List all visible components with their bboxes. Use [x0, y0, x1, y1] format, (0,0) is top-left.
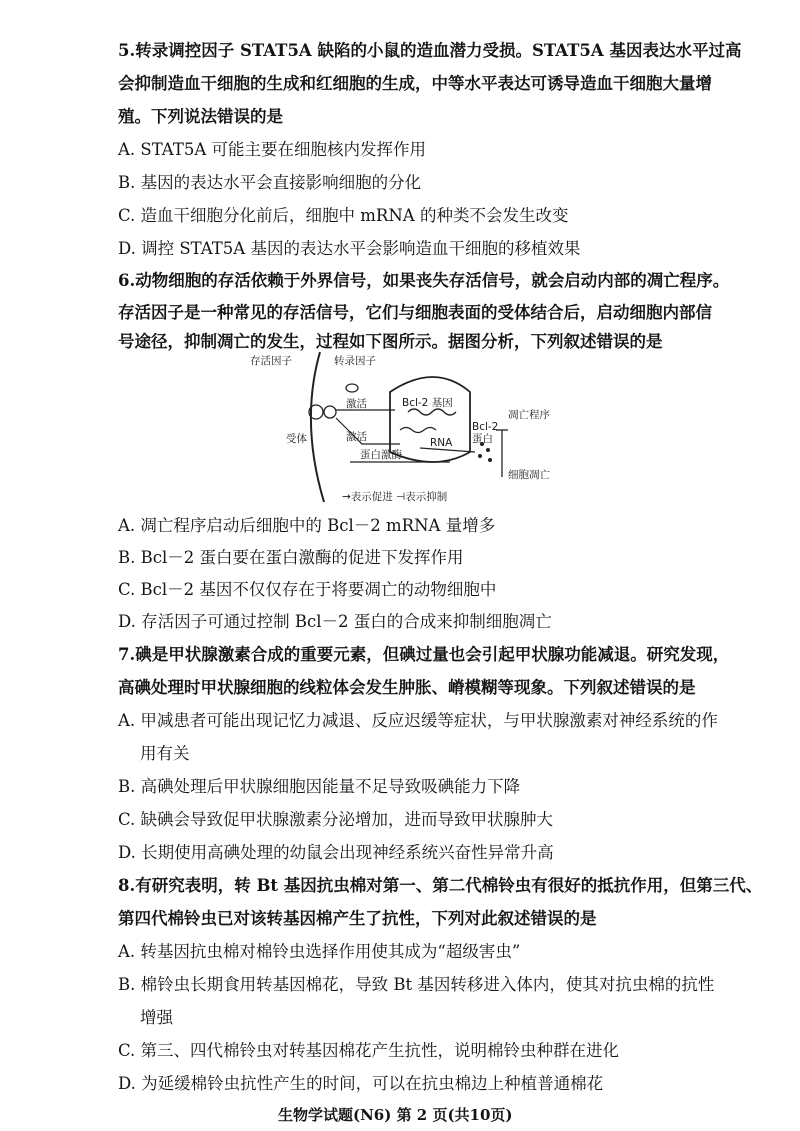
q7-option-b: B. 高碘处理后甲状腺细胞因能量不足导致吸碘能力下降 — [118, 777, 521, 796]
q7-stem-line-2: 高碘处理时甲状腺细胞的线粒体会发生肿胀、嵴模糊等现象。下列叙述错误的是 — [118, 678, 696, 697]
q5-option-b: B. 基因的表达水平会直接影响细胞的分化 — [118, 173, 422, 192]
q5-option-c: C. 造血干细胞分化前后，细胞中 mRNA 的种类不会发生改变 — [118, 206, 569, 225]
rna-strand — [400, 428, 436, 433]
q8-option-a: A. 转基因抗虫棉对棉铃虫选择作用使其成为“超级害虫” — [118, 942, 521, 961]
transcription-factor-molecule — [346, 384, 358, 392]
q5-stem-line-1: 5.转录调控因子 STAT5A 缺陷的小鼠的造血潜力受损。STAT5A 基因表达水平过高 — [118, 41, 742, 60]
label-activate-2: 激活 — [346, 431, 367, 443]
q6-stem-line-2: 存活因子是一种常见的存活信号，它们与细胞表面的受体结合后，启动细胞内部信 — [118, 303, 712, 322]
label-rna: RNA — [430, 437, 453, 449]
q8-stem-line-1: 8.有研究表明，转 Bt 基因抗虫棉对第一、第二代棉铃虫有很好的抵抗作用，但第三代、 — [118, 876, 763, 895]
label-protein-kinase: 蛋白激酶 — [360, 449, 402, 461]
q6-stem-line-1: 6.动物细胞的存活依赖于外界信号，如果丧失存活信号，就会启动内部的凋亡程序。 — [118, 271, 730, 290]
q5-option-d: D. 调控 STAT5A 基因的表达水平会影响造血干细胞的移植效果 — [118, 239, 581, 258]
cell-membrane — [311, 352, 324, 502]
label-activate-1: 激活 — [346, 398, 367, 410]
q6-option-b: B. Bcl－2 蛋白要在蛋白激酶的促进下发挥作用 — [118, 548, 464, 567]
q8-stem-line-2: 第四代棉铃虫已对该转基因棉产生了抗性，下列对此叙述错误的是 — [118, 909, 597, 928]
label-receptor: 受体 — [286, 433, 307, 445]
q5-option-a: A. STAT5A 可能主要在细胞核内发挥作用 — [118, 140, 426, 159]
q7-option-c: C. 缺碘会导致促甲状腺激素分泌增加，进而导致甲状腺肿大 — [118, 810, 554, 829]
q6-option-a: A. 凋亡程序启动后细胞中的 Bcl－2 mRNA 量增多 — [118, 516, 496, 535]
q6-option-c: C. Bcl－2 基因不仅仅存在于将要凋亡的动物细胞中 — [118, 580, 497, 599]
q5-stem-line-3: 殖。下列说法错误的是 — [118, 107, 283, 126]
label-bcl2-gene: Bcl-2 基因 — [402, 397, 453, 409]
q8-option-d: D. 为延缓棉铃虫抗性产生的时间，可以在抗虫棉边上种植普通棉花 — [118, 1074, 604, 1093]
label-cell-apoptosis: 细胞凋亡 — [508, 469, 550, 481]
q8-option-b: B. 棉铃虫长期食用转基因棉花，导致 Bt 基因转移进入体内，使其对抗虫棉的抗性 — [118, 975, 715, 994]
label-survival-factor: 存活因子 — [250, 355, 292, 367]
page-footer: 生物学试题(N6) 第 2 页(共10页) — [278, 1106, 513, 1124]
bcl2-protein-dots — [478, 442, 492, 462]
q7-option-d: D. 长期使用高碘处理的幼鼠会出现神经系统兴奋性异常升高 — [118, 843, 554, 862]
q7-option-a: A. 甲减患者可能出现记忆力减退、反应迟缓等症状，与甲状腺激素对神经系统的作 — [118, 711, 718, 730]
label-transcription-factor: 转录因子 — [334, 355, 376, 367]
receptor-molecule — [324, 406, 336, 418]
dna-strand — [408, 409, 456, 415]
q6-stem-line-3: 号途径，抑制凋亡的发生，过程如下图所示。据图分析，下列叙述错误的是 — [118, 332, 663, 351]
q8-option-c: C. 第三、四代棉铃虫对转基因棉花产生抗性，说明棉铃虫种群在进化 — [118, 1041, 620, 1060]
q8-option-b-cont: 增强 — [140, 1008, 173, 1027]
q6-option-d: D. 存活因子可通过控制 Bcl－2 蛋白的合成来抑制细胞凋亡 — [118, 612, 552, 631]
label-bcl2-protein-1: Bcl-2 — [472, 421, 499, 433]
apoptosis-pathway-diagram — [250, 352, 560, 507]
q7-option-a-cont: 用有关 — [140, 744, 190, 763]
label-apoptosis-program: 凋亡程序 — [508, 409, 550, 421]
label-bcl2-protein-2: 蛋白 — [472, 433, 493, 445]
label-legend: →表示促进 ⊣表示抑制 — [342, 491, 448, 503]
q7-stem-line-1: 7.碘是甲状腺激素合成的重要元素，但碘过量也会引起甲状腺功能减退。研究发现， — [118, 645, 730, 664]
q5-stem-line-2: 会抑制造血干细胞的生成和红细胞的生成，中等水平表达可诱导造血干细胞大量增 — [118, 74, 712, 93]
